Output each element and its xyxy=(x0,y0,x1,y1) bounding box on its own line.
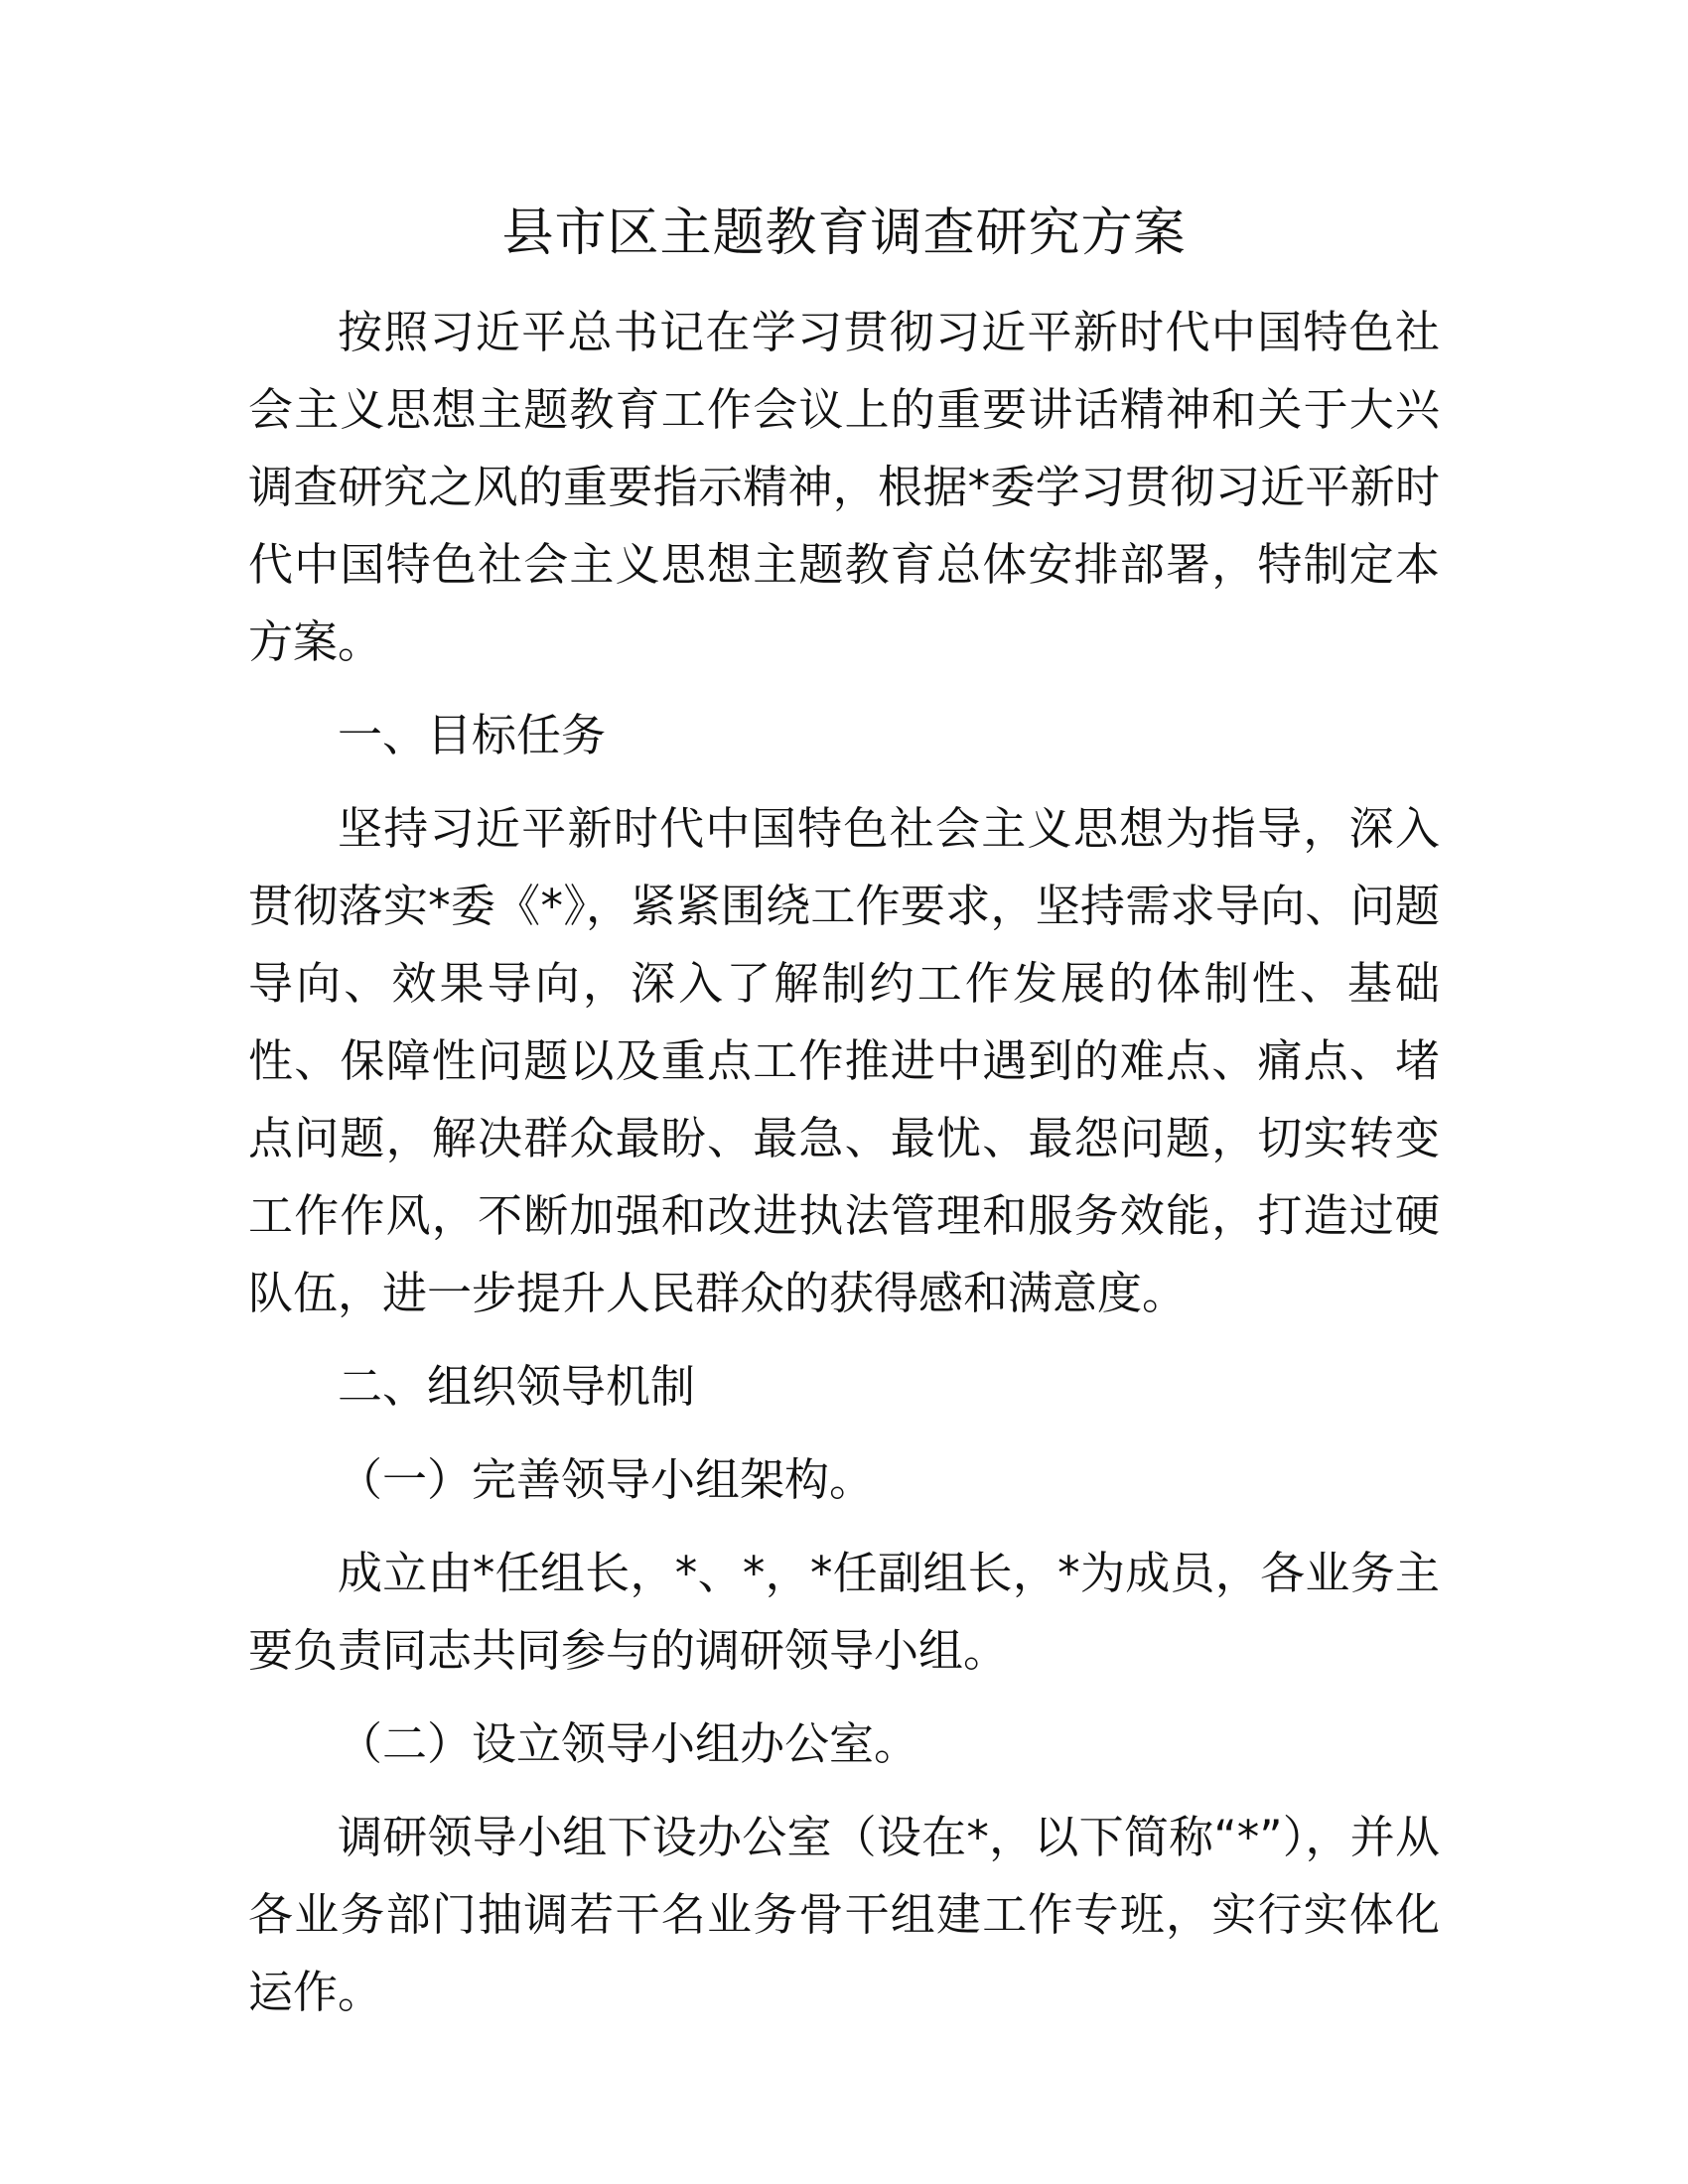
subsection-heading-office: （二）设立领导小组办公室。 xyxy=(338,1717,919,1770)
paragraph-goals: 坚持习近平新时代中国特色社会主义思想为指导，深入贯彻落实*委《*》，紧紧围绕工作要求，坚持需求导向、问题导向、效果导向，深入了解制约工作发展的体制性、基础性、保障性问题以及重点工作推进中遇到的难点、痛点、堵点问题，解决群众最盼、最急、最忧、最怨问题，切实转变工作作风，不断加强和改进执法管理和服务效能，打造过硬队伍，进一步提升人民群众的获得感和满意度。 xyxy=(248,802,1440,1319)
document-body xyxy=(248,294,1440,2047)
paragraph-intro: 按照习近平总书记在学习贯彻习近平新时代中国特色社会主义思想主题教育工作会议上的重要讲话精神和关于大兴调查研究之风的重要指示精神，根据*委学习贯彻习近平新时代中国特色社会主义思想主题教育总体安排部署，特制定本方案。 xyxy=(248,306,1440,668)
paragraph-leadership-group: 成立由*任组长，*、*，*任副组长，*为成员，各业务主要负责同志共同参与的调研领导小组。 xyxy=(248,1547,1440,1677)
document-title: 县市区主题教育调查研究方案 xyxy=(501,204,1187,263)
section-heading-goals: 一、目标任务 xyxy=(338,709,607,761)
paragraph-office: 调研领导小组下设办公室（设在*，以下简称“*”），并从各业务部门抽调若干名业务骨干组建工作专班，实行实体化运作。 xyxy=(248,1811,1440,2018)
section-heading-organization: 二、组织领导机制 xyxy=(338,1360,696,1413)
subsection-heading-leadership-group: （一）完善领导小组架构。 xyxy=(338,1453,875,1506)
